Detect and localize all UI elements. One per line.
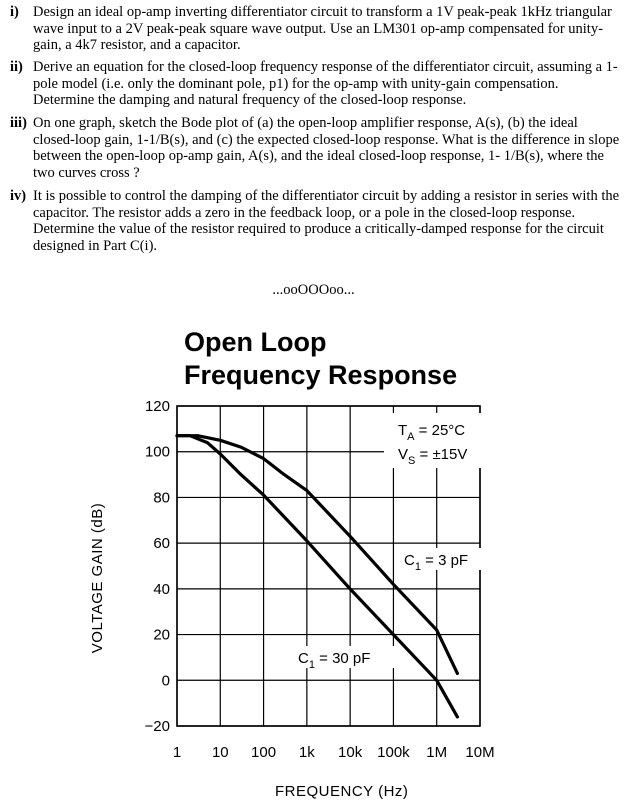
series-line-30pf <box>177 436 457 717</box>
question-number: iii) <box>10 115 27 131</box>
y-tick-label: 120 <box>144 398 170 415</box>
y-tick-label: 100 <box>144 443 170 461</box>
y-tick-label: 60 <box>153 535 170 553</box>
chart-title-line1: Open Loop <box>184 327 327 357</box>
y-tick-label: −20 <box>144 718 170 735</box>
question-i <box>10 4 620 54</box>
chart-title-line2: Frequency Response <box>184 360 458 390</box>
question-ii <box>10 59 620 109</box>
y-axis-label: VOLTAGE GAIN (dB) <box>89 502 106 654</box>
x-tick-label: 10k <box>338 744 363 761</box>
series-label-30pf: $C_1 = 30$ pF <box>298 650 371 671</box>
question-iv <box>10 188 620 254</box>
y-tick-label: 0 <box>161 672 170 690</box>
y-tick-label: 20 <box>153 626 170 644</box>
series-label-3pf: $C_1 = 3$ pF <box>404 552 469 573</box>
open-loop-chart <box>0 318 627 808</box>
x-tick-label: 100 <box>251 744 277 761</box>
conditions-box <box>384 413 499 468</box>
x-tick-label: 10M <box>465 744 495 761</box>
question-number: iv) <box>10 188 27 204</box>
question-text: On one graph, sketch the Bode plot of (a) the open-loop amplifier response, A(s), (b) the ideal closed-loop gain, 1-1/B(s), and (c) the expected closed-loop response. What is the difference in slope between the open-loop op-amp gain, A(s), and the ideal closed-loop response, 1- 1/B(s), where the two curves cross ? <box>33 115 620 181</box>
x-tick-label: 1k <box>298 744 315 761</box>
question-text: It is possible to control the damping of the differentiator circuit by adding a resistor in series with the capacitor. The resistor adds a zero in the feedback loop, or a pole in the closed-loop response. Determine the value of the resistor required to produce a critically-damped response for the circuit designed in Part C(i). <box>33 188 620 254</box>
question-number: ii) <box>10 59 23 75</box>
x-tick-label: 1 <box>172 744 182 761</box>
question-number: i) <box>10 4 19 20</box>
x-tick-label: 10 <box>211 744 229 761</box>
y-tick-label: 80 <box>153 489 170 507</box>
vs-label: $V_S = \pm 15V$ <box>398 446 468 467</box>
y-tick-label: 40 <box>153 580 170 598</box>
question-text: Design an ideal op-amp inverting differentiator circuit to transform a 1V peak-peak 1kHz triangular wave input to a 2V peak-peak square wave output. Use an LM301 op-amp compensated for unity-gain, a 4k7 resistor, and a capacitor. <box>33 4 612 54</box>
question-iii <box>10 115 620 181</box>
series-labels <box>292 548 493 671</box>
x-tick-label: 100k <box>377 744 410 761</box>
x-tick-label: 1M <box>426 744 448 761</box>
separator: ...ooOOOoo... <box>272 282 355 298</box>
curves <box>177 436 457 717</box>
question-text: Derive an equation for the closed-loop frequency response of the differentiator circuit, assuming a 1-pole model (i.e. only the dominant pole, p1) for the op-amp with unity-gain compensation. Determine the damping and natural frequency of the closed-loop response. <box>33 59 618 109</box>
x-axis-label: FREQUENCY (Hz) <box>275 783 409 800</box>
ta-label: $T_A = 25^\circ C$ <box>398 422 466 443</box>
